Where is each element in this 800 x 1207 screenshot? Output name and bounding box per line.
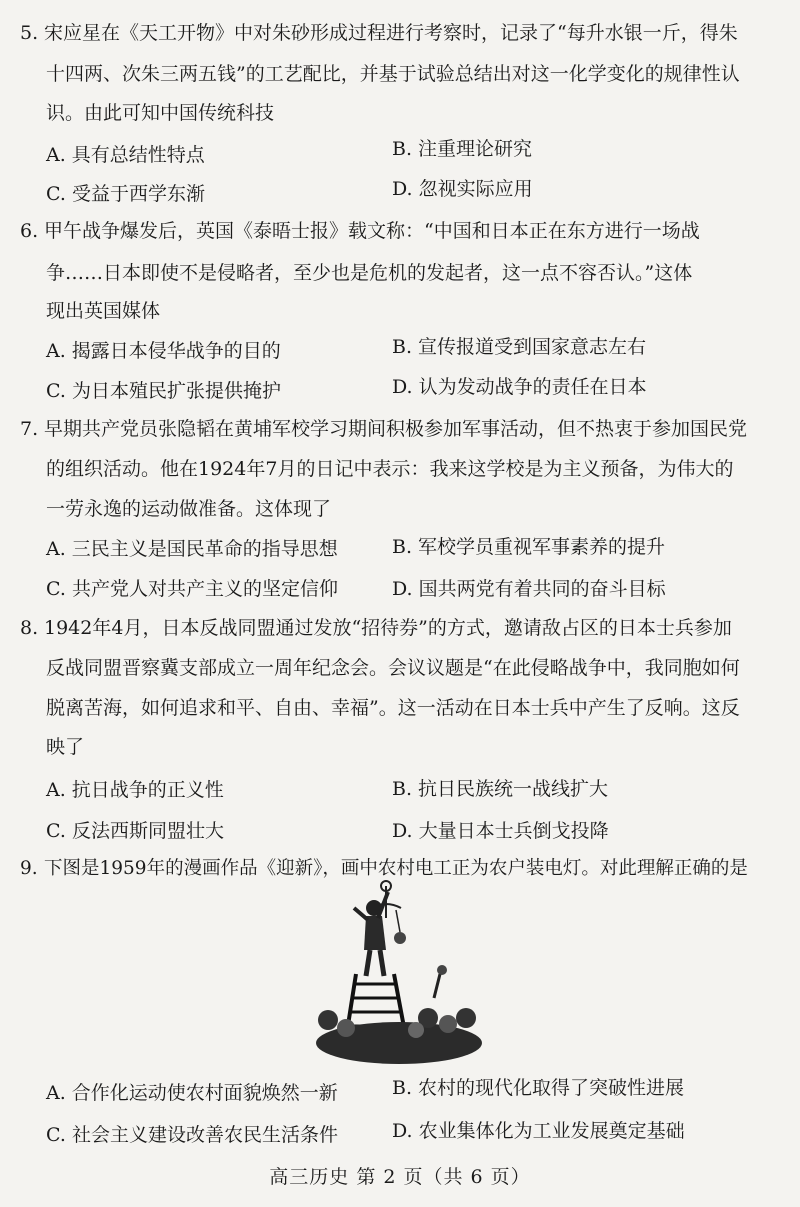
option-a: A. 三民主义是国民革命的指导思想 (46, 538, 338, 560)
option-d: D. 忽视实际应用 (392, 178, 533, 200)
question-stem-line: 一劳永逸的运动做准备。这体现了 (46, 498, 332, 520)
question-stem-line: 的组织活动。他在1924年7月的日记中表示：我来这学校是为主义预备，为伟大的 (46, 458, 734, 480)
question-number: 7. (20, 418, 39, 440)
option-a: A. 合作化运动使农村面貌焕然一新 (46, 1082, 338, 1104)
question-stem-line: 现出英国媒体 (46, 300, 161, 322)
question-number: 8. (20, 617, 39, 639)
question-stem-line: 脱离苦海，如何追求和平、自由、幸福”。这一活动在日本士兵中产生了反响。这反 (46, 697, 740, 719)
question-number: 9. (20, 858, 38, 879)
option-c: C. 反法西斯同盟壮大 (46, 820, 224, 842)
option-d: D. 大量日本士兵倒戈投降 (392, 820, 609, 842)
question-stem-line: 映了 (46, 736, 85, 758)
option-b: B. 农村的现代化取得了突破性进展 (392, 1077, 685, 1099)
question-stem-line: 争……日本即使不是侵略者，至少也是危机的发起者，这一点不容否认。”这体 (46, 262, 693, 284)
question-stem-line: 反战同盟晋察冀支部成立一周年纪念会。会议议题是“在此侵略战争中，我同胞如何 (46, 657, 740, 679)
question-stem-line: 甲午战争爆发后，英国《泰晤士报》载文称：“中国和日本正在东方进行一场战 (44, 220, 700, 242)
question-stem-line: 1942年4月，日本反战同盟通过发放“招待券”的方式，邀请敌占区的日本士兵参加 (44, 617, 732, 639)
option-a: A. 具有总结性特点 (46, 144, 205, 166)
option-c: C. 受益于西学东渐 (46, 183, 205, 205)
option-c: C. 为日本殖民扩张提供掩护 (46, 380, 281, 402)
option-b: B. 军校学员重视军事素养的提升 (392, 536, 666, 558)
question-stem-line: 十四两、次朱三两五钱”的工艺配比，并基于试验总结出对这一化学变化的规律性认 (46, 63, 740, 85)
question-number: 5. (20, 22, 39, 44)
question-stem-line: 宋应星在《天工开物》中对朱砂形成过程进行考察时，记录了“每升水银一斤，得朱 (44, 22, 738, 44)
option-c: C. 社会主义建设改善农民生活条件 (46, 1124, 338, 1146)
option-b: B. 宣传报道受到国家意志左右 (392, 336, 647, 358)
option-d: D. 认为发动战争的责任在日本 (392, 376, 647, 398)
option-d: D. 国共两党有着共同的奋斗目标 (392, 578, 666, 600)
option-a: A. 揭露日本侵华战争的目的 (46, 340, 281, 362)
option-b: B. 注重理论研究 (392, 138, 533, 160)
option-d: D. 农业集体化为工业发展奠定基础 (392, 1120, 685, 1142)
option-c: C. 共产党人对共产主义的坚定信仰 (46, 578, 338, 600)
question-stem-line: 早期共产党员张隐韬在黄埔军校学习期间积极参加军事活动，但不热衷于参加国民党 (44, 418, 748, 440)
question-stem-line: 识。由此可知中国传统科技 (46, 102, 275, 124)
question-number: 6. (20, 220, 39, 242)
option-a: A. 抗日战争的正义性 (46, 779, 224, 801)
option-b: B. 抗日民族统一战线扩大 (392, 778, 609, 800)
page-footer: 高三历史 第 2 页（共 6 页） (269, 1166, 531, 1188)
question-stem-line: 下图是1959年的漫画作品《迎新》，画中农村电工正为农户装电灯。对此理解正确的是 (44, 858, 748, 879)
cartoon-illustration (316, 878, 482, 1064)
